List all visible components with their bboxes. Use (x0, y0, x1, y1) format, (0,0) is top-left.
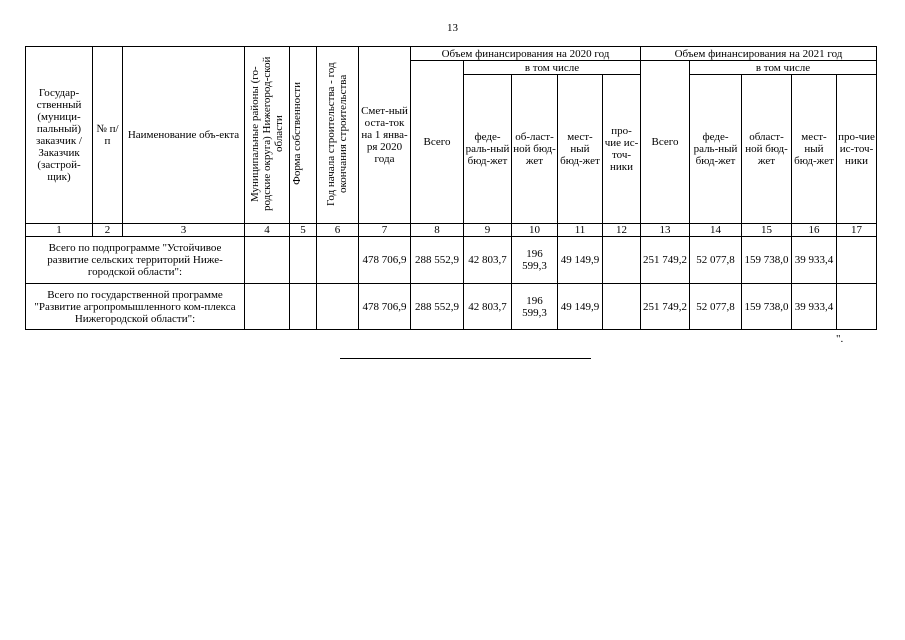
column-number: 6 (317, 224, 359, 237)
row-cell (245, 284, 290, 330)
column-number: 14 (690, 224, 742, 237)
financing-table (25, 46, 877, 330)
row-cell (245, 237, 290, 284)
row-other-2020 (603, 237, 641, 284)
header-local-2020: мест-ный бюд-жет (558, 75, 603, 224)
column-number: 9 (464, 224, 512, 237)
header-balance: Смет-ный оста-ток на 1 янва-ря 2020 года (359, 47, 411, 224)
row-federal-2020: 42 803,7 (464, 284, 512, 330)
row-cell (290, 237, 317, 284)
row-regional-2020: 196 599,3 (512, 237, 558, 284)
column-number: 7 (359, 224, 411, 237)
row-local-2021: 39 933,4 (792, 237, 837, 284)
row-total-2021: 251 749,2 (641, 284, 690, 330)
header-row-1 (26, 47, 877, 61)
header-federal-2020: феде-раль-ный бюд-жет (464, 75, 512, 224)
row-cell (290, 284, 317, 330)
row-other-2021 (837, 237, 877, 284)
table-row (26, 284, 877, 330)
column-number: 10 (512, 224, 558, 237)
header-ownership: Форма собственности (290, 47, 317, 224)
column-number: 3 (123, 224, 245, 237)
column-number: 15 (742, 224, 792, 237)
page-number: 13 (447, 22, 458, 34)
row-regional-2020: 196 599,3 (512, 284, 558, 330)
row-cell (317, 237, 359, 284)
header-object-name: Наименование объ-екта (123, 47, 245, 224)
column-number: 2 (93, 224, 123, 237)
row-balance: 478 706,9 (359, 237, 411, 284)
footer-divider (340, 358, 591, 359)
column-number: 4 (245, 224, 290, 237)
row-label: Всего по государственной программе "Развитие агропромышленного ком-плекса Нижегородской области": (26, 284, 245, 330)
header-customer: Государ-ственный (муници-пальный) заказчик / Заказчик (застрой-щик) (26, 47, 93, 224)
column-number: 13 (641, 224, 690, 237)
row-local-2020: 49 149,9 (558, 237, 603, 284)
row-federal-2021: 52 077,8 (690, 284, 742, 330)
column-number: 1 (26, 224, 93, 237)
column-number: 11 (558, 224, 603, 237)
column-numbers-row (26, 224, 877, 237)
closing-quote: ". (836, 333, 844, 345)
column-number: 16 (792, 224, 837, 237)
row-total-2020: 288 552,9 (411, 284, 464, 330)
table-row (26, 237, 877, 284)
column-number: 12 (603, 224, 641, 237)
row-other-2020 (603, 284, 641, 330)
header-other-2020: про-чие ис-точ-ники (603, 75, 641, 224)
header-including-2021: в том числе (690, 61, 877, 75)
header-fin-2021: Объем финансирования на 2021 год (641, 47, 877, 61)
header-local-2021: мест-ный бюд-жет (792, 75, 837, 224)
header-total-2021: Всего (641, 61, 690, 224)
row-local-2021: 39 933,4 (792, 284, 837, 330)
header-fin-2020: Объем финансирования на 2020 год (411, 47, 641, 61)
row-regional-2021: 159 738,0 (742, 284, 792, 330)
row-federal-2021: 52 077,8 (690, 237, 742, 284)
row-other-2021 (837, 284, 877, 330)
row-local-2020: 49 149,9 (558, 284, 603, 330)
header-total-2020: Всего (411, 61, 464, 224)
row-total-2021: 251 749,2 (641, 237, 690, 284)
header-including-2020: в том числе (464, 61, 641, 75)
header-districts: Муниципальные районы (го-родские округа) Нижегород-ской области (245, 47, 290, 224)
header-regional-2021: област-ной бюд-жет (742, 75, 792, 224)
column-number: 17 (837, 224, 877, 237)
row-total-2020: 288 552,9 (411, 237, 464, 284)
header-other-2021: про-чие ис-точ-ники (837, 75, 877, 224)
row-label: Всего по подпрограмме "Устойчивое развитие сельских территорий Ниже-городской области": (26, 237, 245, 284)
row-federal-2020: 42 803,7 (464, 237, 512, 284)
row-balance: 478 706,9 (359, 284, 411, 330)
header-federal-2021: феде-раль-ный бюд-жет (690, 75, 742, 224)
header-regional-2020: об-ласт-ной бюд-жет (512, 75, 558, 224)
column-number: 5 (290, 224, 317, 237)
header-years: Год начала строительства - год окончания строительства (317, 47, 359, 224)
row-cell (317, 284, 359, 330)
column-number: 8 (411, 224, 464, 237)
row-regional-2021: 159 738,0 (742, 237, 792, 284)
header-number: № п/п (93, 47, 123, 224)
